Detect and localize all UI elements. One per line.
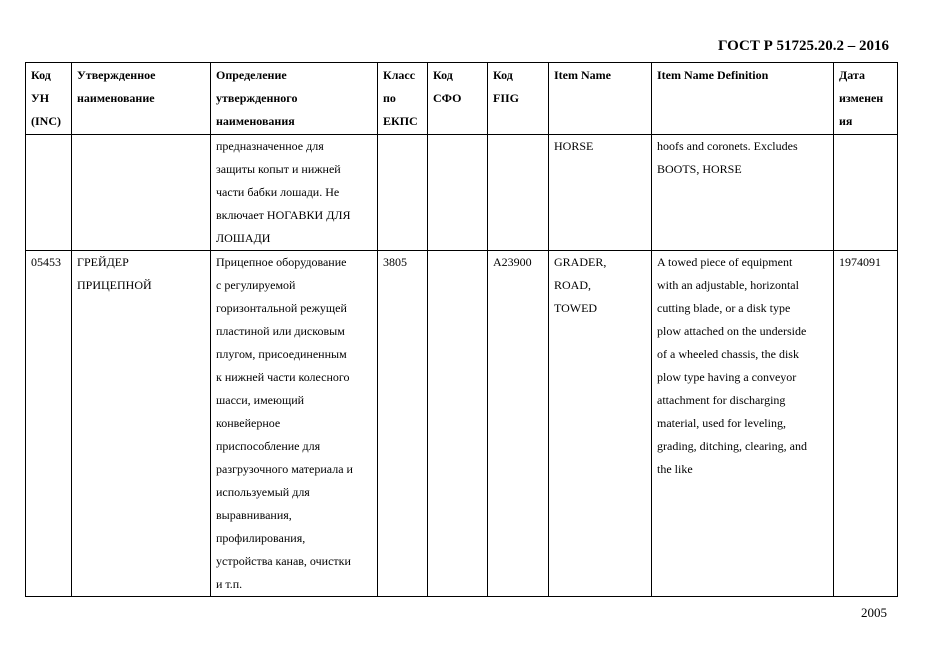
- cell-item-name: HORSE: [549, 135, 652, 251]
- header-item-name: Item Name: [549, 63, 652, 135]
- cell-inc: [26, 135, 72, 251]
- header-approved-name: Утвержденное наименование: [72, 63, 211, 135]
- cell-inc: 05453: [26, 251, 72, 597]
- header-class-ekps: Класс по ЕКПС: [378, 63, 428, 135]
- header-code-sfo: Код СФО: [428, 63, 488, 135]
- page-number: 2005: [861, 605, 887, 620]
- header-inc: Код УН (INC): [26, 63, 72, 135]
- header-change-date: Дата изменен ия: [834, 63, 898, 135]
- cell-approved-name: [72, 135, 211, 251]
- cell-definition: Прицепное оборудование с регулируемой горизонтальной режущей пластиной или дисковым плугом, присоединенным к нижней части колесного шасси, имеющий конвейерное приспособление для разгрузочного материала и используемый для выравнивания, профилирования, устройства канав, очистки и т.п.: [211, 251, 378, 597]
- cell-code-sfo: [428, 251, 488, 597]
- cell-item-name-definition: A towed piece of equipment with an adjustable, horizontal cutting blade, or a disk type plow attached on the underside of a wheeled chassis, the disk plow type having a conveyor attachment for discharging material, used for leveling, grading, ditching, clearing, and the like: [652, 251, 834, 597]
- header-item-name-definition: Item Name Definition: [652, 63, 834, 135]
- cell-item-name-definition: hoofs and coronets. Excludes BOOTS, HORSE: [652, 135, 834, 251]
- header-definition: Определение утвержденного наименования: [211, 63, 378, 135]
- cell-change-date: 1974091: [834, 251, 898, 597]
- document-code: ГОСТ Р 51725.20.2 – 2016: [717, 38, 889, 54]
- header-code-fiig: Код FIIG: [488, 63, 549, 135]
- cell-definition: предназначенное для защиты копыт и нижней части бабки лошади. Не включает НОГАВКИ ДЛЯ ЛОШАДИ: [211, 135, 378, 251]
- spec-table: [25, 62, 898, 597]
- cell-item-name: GRADER, ROAD, TOWED: [549, 251, 652, 597]
- cell-code-fiig: A23900: [488, 251, 549, 597]
- cell-class-ekps: [378, 135, 428, 251]
- table-row: [26, 135, 898, 251]
- cell-class-ekps: 3805: [378, 251, 428, 597]
- cell-code-sfo: [428, 135, 488, 251]
- table-header-row: [26, 63, 898, 135]
- cell-change-date: [834, 135, 898, 251]
- cell-approved-name: ГРЕЙДЕР ПРИЦЕПНОЙ: [72, 251, 211, 597]
- cell-code-fiig: [488, 135, 549, 251]
- table-row: [26, 251, 898, 597]
